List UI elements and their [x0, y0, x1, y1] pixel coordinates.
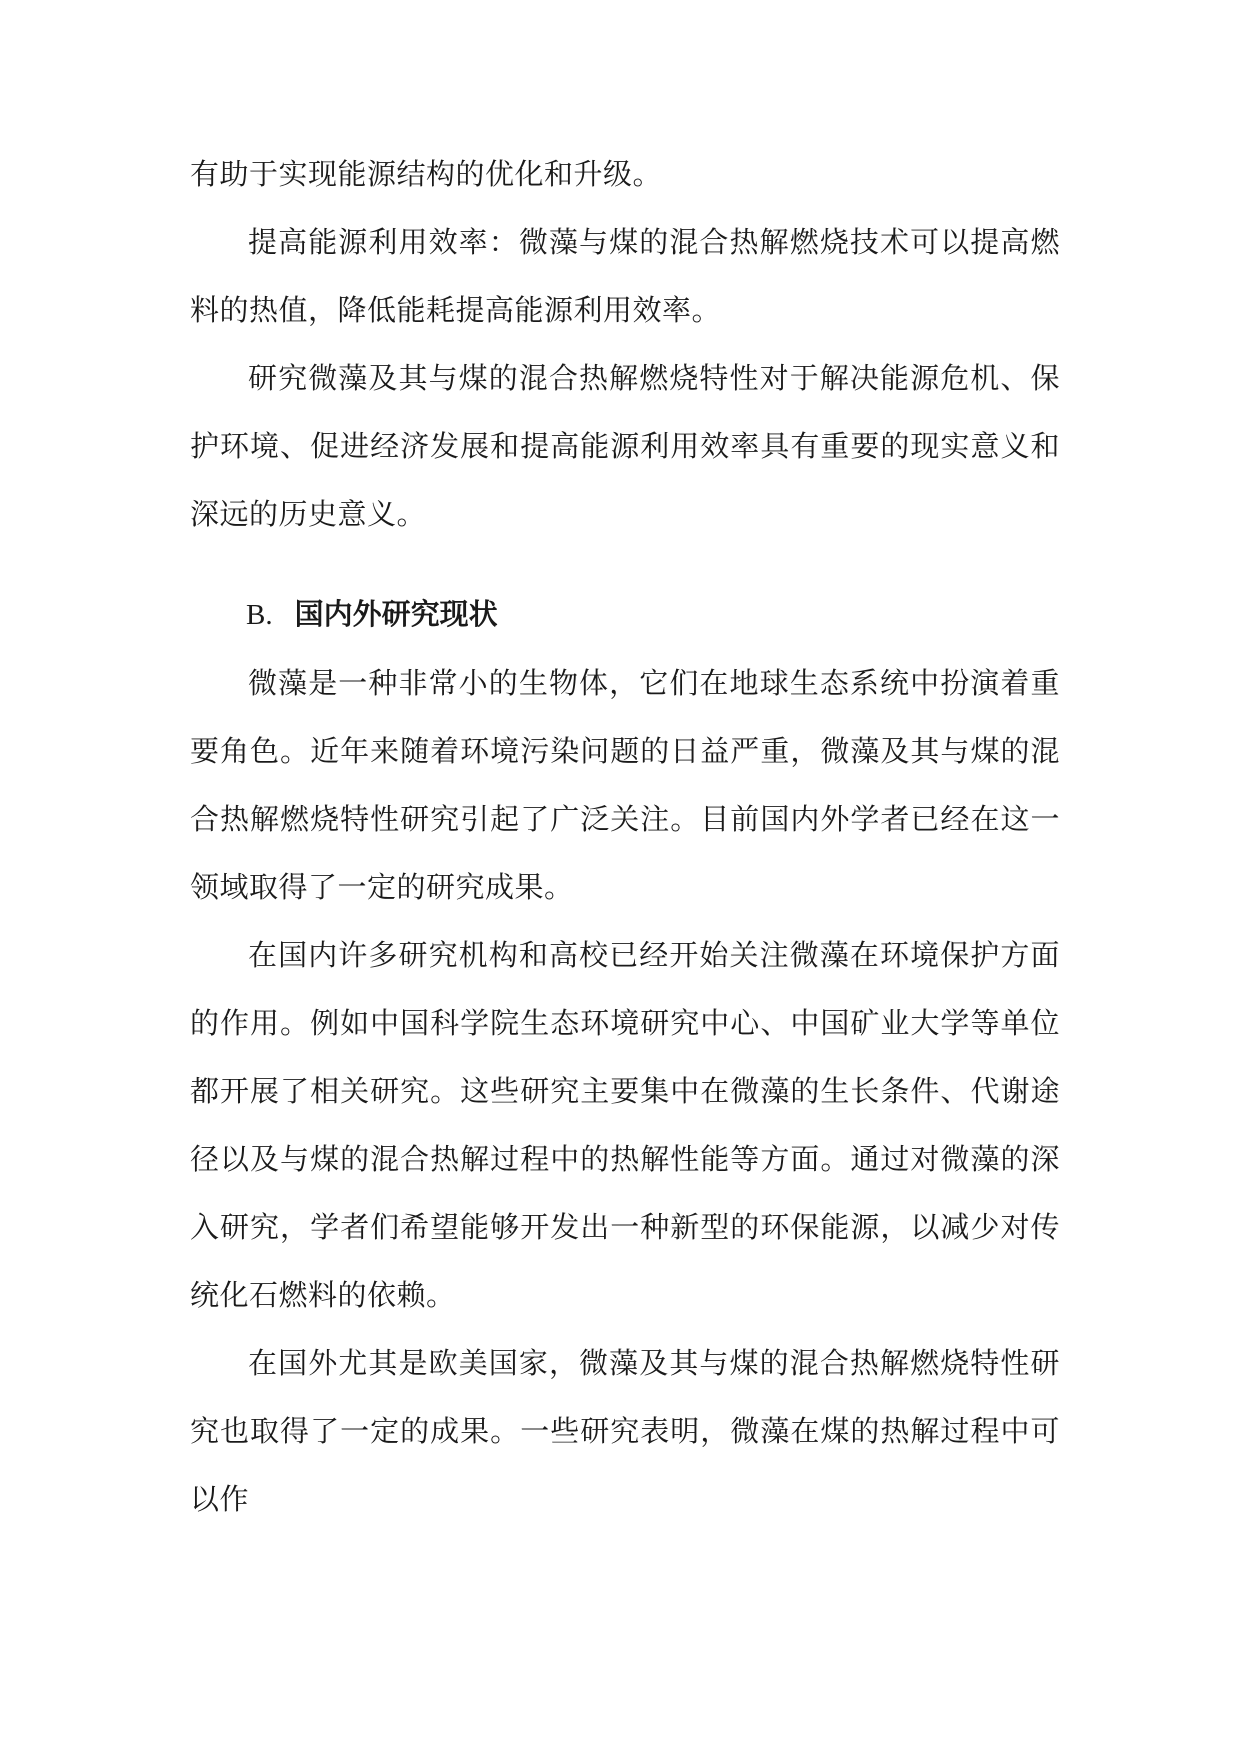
paragraph-energy-efficiency: 提高能源利用效率：微藻与煤的混合热解燃烧技术可以提高燃料的热值，降低能耗提高能源利用效率。	[190, 225, 1060, 327]
section-title: 国内外研究现状	[294, 597, 498, 631]
section-heading	[190, 548, 1060, 649]
paragraph-microalgae-intro: 微藻是一种非常小的生物体，它们在地球生态系统中扮演着重要角色。近年来随着环境污染问题的日益严重，微藻及其与煤的混合热解燃烧特性研究引起了广泛关注。目前国内外学者已经在这一领域取得了一定的研究成果。	[190, 666, 1060, 904]
document-page	[190, 140, 1060, 1533]
paragraph-foreign-research: 在国外尤其是欧美国家，微藻及其与煤的混合热解燃烧特性研究也取得了一定的成果。一些研究表明，微藻在煤的热解过程中可以作	[190, 1346, 1060, 1516]
paragraph-significance: 研究微藻及其与煤的混合热解燃烧特性对于解决能源危机、保护环境、促进经济发展和提高能源利用效率具有重要的现实意义和深远的历史意义。	[190, 361, 1060, 531]
paragraph-continued: 有助于实现能源结构的优化和升级。	[190, 157, 663, 191]
paragraph-domestic-research: 在国内许多研究机构和高校已经开始关注微藻在环境保护方面的作用。例如中国科学院生态环境研究中心、中国矿业大学等单位都开展了相关研究。这些研究主要集中在微藻的生长条件、代谢途径以及与煤的混合热解过程中的热解性能等方面。通过对微藻的深入研究，学者们希望能够开发出一种新型的环保能源，以减少对传统化石燃料的依赖。	[190, 938, 1060, 1312]
section-number: B.	[246, 599, 273, 631]
